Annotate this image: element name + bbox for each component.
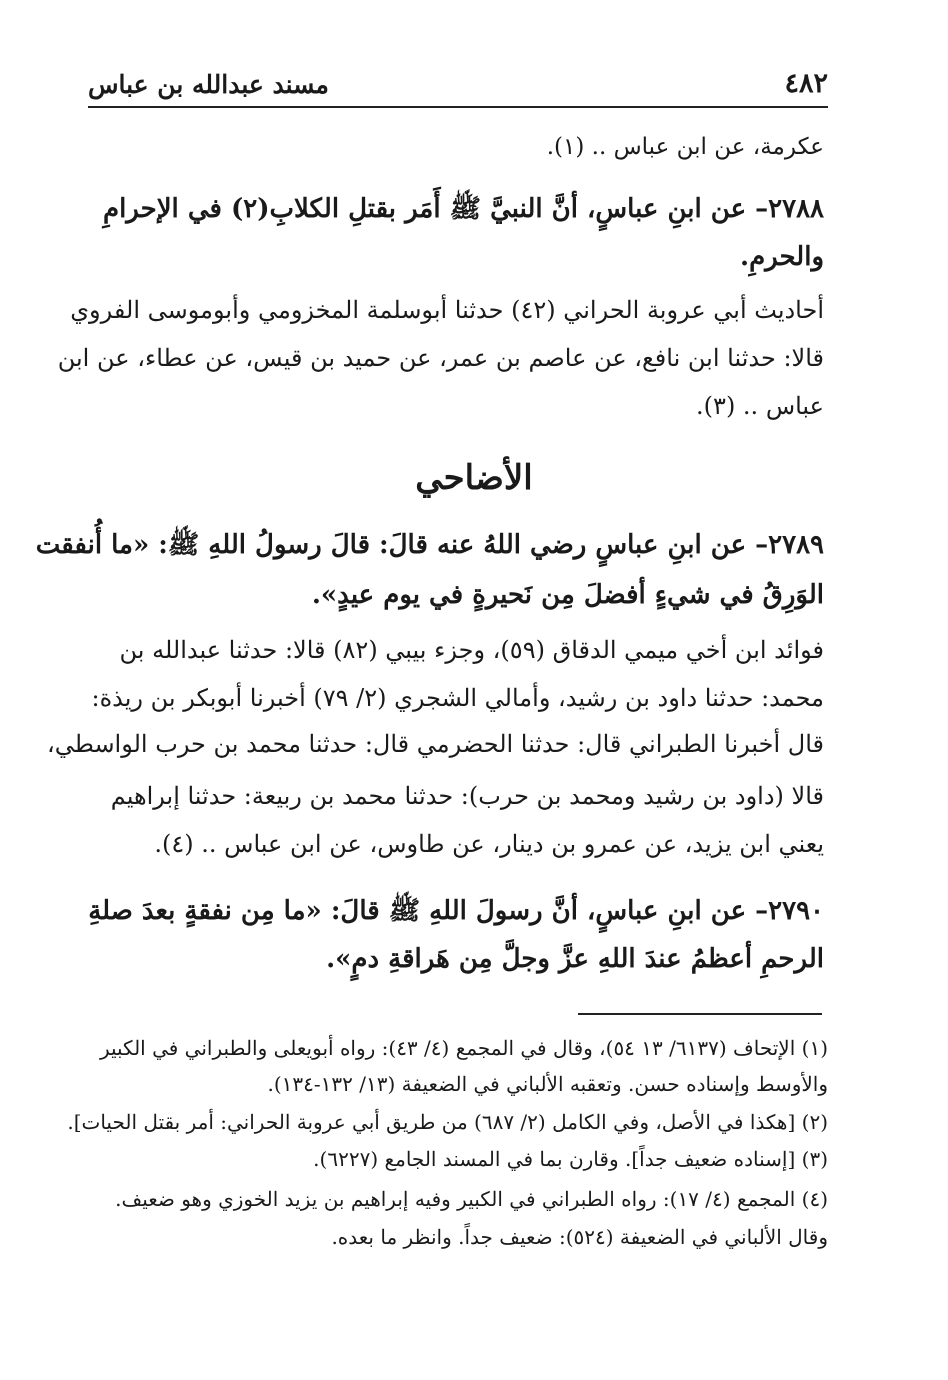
footnote-3: (٣) [إسناده ضعيف جداً]. وقارن بما في المسند الجامع (٦٢٢٧).	[313, 1147, 828, 1171]
running-header	[88, 66, 828, 108]
footnote-1-line: (١) الإتحاف (٦١٣٧/ ١٣ ٥٤)، وقال في المجمع (٤/ ٤٣): رواه أبويعلى والطبراني في الكبير	[99, 1036, 828, 1060]
source-2789-line: فوائد ابن أخي ميمي الدقاق (٥٩)، وجزء بيبي (٨٢) قالا: حدثنا عبدالله بن	[119, 636, 824, 664]
body-line: عكرمة، عن ابن عباس .. (١).	[546, 134, 824, 160]
source-2789-line: قال أخبرنا الطبراني قال: حدثنا الحضرمي قال: حدثنا محمد بن حرب الواسطي،	[47, 730, 824, 758]
source-2789-line: يعني ابن يزيد، عن عمرو بن دينار، عن طاوس، عن ابن عباس .. (٤).	[154, 830, 824, 858]
source-2789-line: قالا (داود بن رشيد ومحمد بن حرب): حدثنا محمد بن ربيعة: حدثنا إبراهيم	[110, 782, 824, 810]
hadith-2788-line: ٢٧٨٨– عن ابنِ عباسٍ، أنَّ النبيَّ ﷺ أَمَر بقتلِ الكلابِ(٢) في الإحرامِ	[102, 194, 824, 224]
source-2788-line: عباس .. (٣).	[696, 392, 824, 420]
hadith-2788-line: والحرمِ.	[740, 242, 824, 272]
footnote-4-line: وقال الألباني في الضعيفة (٥٢٤): ضعيف جداً. وانظر ما بعده.	[331, 1225, 828, 1249]
hadith-2790-line: الرحمِ أعظمُ عندَ اللهِ عزَّ وجلَّ مِن هَراقةِ دمٍ».	[326, 944, 824, 974]
hadith-2789-line: الوَرِقُ في شيءٍ أفضلَ مِن نَحيرةٍ في يوم عيدٍ».	[311, 580, 824, 610]
footnote-separator	[578, 1013, 822, 1015]
source-2789-line: محمد: حدثنا داود بن رشيد، وأمالي الشجري (٢/ ٧٩) أخبرنا أبوبكر بن ريذة:	[91, 684, 824, 712]
page-number: ٤٨٢	[784, 68, 828, 99]
source-2788-line: قالا: حدثنا ابن نافع، عن عاصم بن عمر، عن حميد بن قيس، عن عطاء، عن ابن	[57, 344, 824, 372]
hadith-2789-line: ٢٧٨٩– عن ابنِ عباسٍ رضي اللهُ عنه قالَ: قالَ رسولُ اللهِ ﷺ: «ما أُنفقت	[35, 530, 824, 560]
section-heading: الأضاحي	[415, 458, 533, 498]
running-title: مسند عبدالله بن عباس	[88, 70, 329, 99]
hadith-2790-line: ٢٧٩٠– عن ابنِ عباسٍ، أنَّ رسولَ اللهِ ﷺ قالَ: «ما مِن نفقةٍ بعدَ صلةِ	[88, 896, 824, 926]
source-2788-line: أحاديث أبي عروبة الحراني (٤٢) حدثنا أبوسلمة المخزومي وأبوموسى الفروي	[70, 296, 824, 324]
footnote-1-line: والأوسط وإسناده حسن. وتعقبه الألباني في الضعيفة (١٣/ ١٣٢-١٣٤).	[267, 1072, 828, 1096]
footnote-2: (٢) [هكذا في الأصل، وفي الكامل (٢/ ٦٨٧) من طريق أبي عروبة الحراني: أمر بقتل الحيات].	[67, 1110, 828, 1134]
footnote-4-line: (٤) المجمع (٤/ ١٧): رواه الطبراني في الكبير وفيه إبراهيم بن يزيد الخوزي وهو ضعيف.	[115, 1187, 828, 1211]
